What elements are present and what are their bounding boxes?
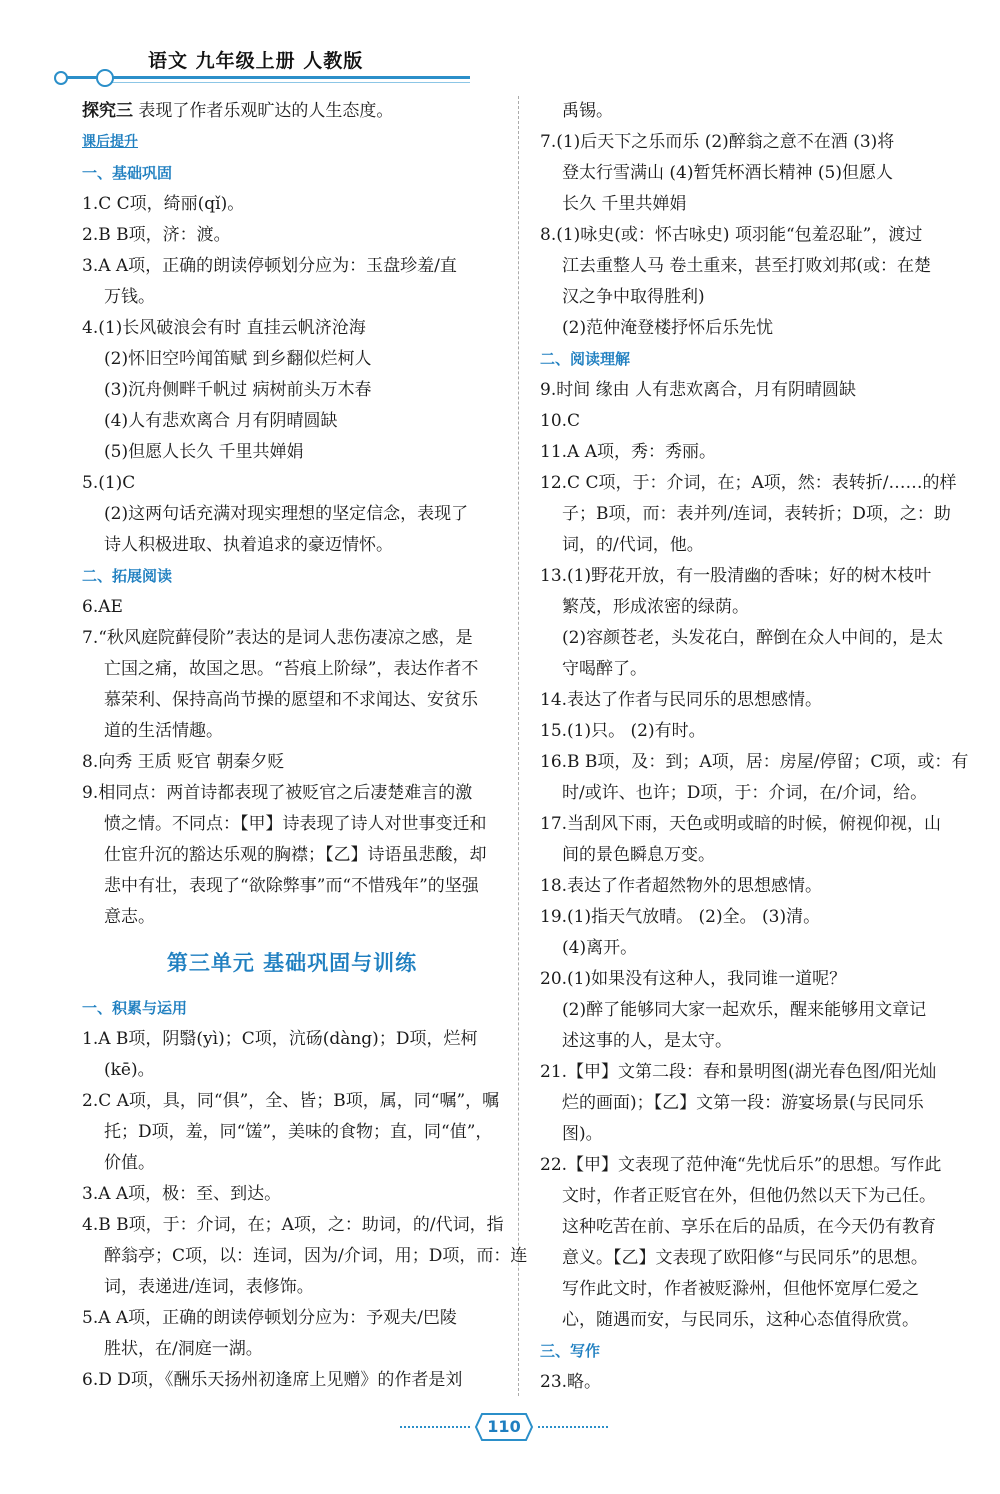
answer-line: 8.(1)咏史(或：怀古咏史) 项羽能“包羞忍耻”，渡过 — [540, 225, 923, 245]
answer-continuation: (2)怀旧空吟闻笛赋 到乡翻似烂柯人 — [104, 349, 372, 369]
circle-decoration — [96, 69, 114, 87]
page-number: 110 — [487, 1417, 521, 1436]
answer-continuation: 禹锡。 — [562, 101, 613, 121]
answer-line: 8.向秀 王质 贬官 朝秦夕贬 — [82, 752, 285, 772]
answer-continuation: (2)范仲淹登楼抒怀后乐先忧 — [562, 318, 774, 338]
header-rule — [60, 76, 470, 79]
answer-line: 18.表达了作者超然物外的思想感情。 — [540, 876, 823, 896]
answer-line: 6.D D项，《酬乐天扬州初逢席上见赠》的作者是刘 — [82, 1370, 463, 1390]
answer-line: 11.A A项，秀：秀丽。 — [540, 442, 716, 462]
answer-line: 3.A A项，正确的朗读停顿划分应为：玉盘珍羞/直 — [82, 256, 457, 276]
right-column — [540, 96, 969, 1398]
answer-line: 15.(1)只。 (2)有时。 — [540, 721, 706, 741]
answer-line: 4.B B项，于：介词，在；A项，之：助词，的/代词，指 — [82, 1215, 504, 1235]
answer-continuation: 词，表递进/连词，表修饰。 — [104, 1277, 314, 1297]
answer-line: 5.A A项，正确的朗读停顿划分应为：予观夫/巴陵 — [82, 1308, 457, 1328]
answer-continuation: 悲中有壮，表现了“欲除弊事”而“不惜残年”的坚强 — [104, 876, 479, 896]
answer-continuation: (3)沉舟侧畔千帆过 病树前头万木春 — [104, 380, 372, 400]
answer-text: 表现了作者乐观旷达的人生态度。 — [133, 101, 394, 121]
book-title: 语文 九年级上册 人教版 — [148, 50, 364, 72]
answer-continuation: 述这事的人，是太守。 — [562, 1031, 732, 1051]
answer-line: 2.C A项，具，同“俱”，全、皆；B项，属，同“嘱”，嘱 — [82, 1091, 500, 1111]
answer-line: 7.“秋风庭院藓侵阶”表达的是词人悲伤凄凉之感，是 — [82, 628, 473, 648]
answer-continuation: 文时，作者正贬官在外，但他仍然以天下为己任。 — [562, 1186, 936, 1206]
answer-continuation: 间的景色瞬息万变。 — [562, 845, 715, 865]
unit-title: 第三单元 基础巩固与训练 — [166, 951, 418, 975]
page-header — [0, 0, 1000, 100]
answer-line: 4.(1)长风破浪会有时 直挂云帆济沧海 — [82, 318, 366, 338]
section-heading: 课后提升 — [82, 134, 138, 150]
answer-continuation: 子；B项，而：表并列/连词，表转折；D项，之：助 — [562, 504, 951, 524]
section-heading: 一、积累与运用 — [82, 999, 188, 1017]
answer-continuation: (5)但愿人长久 千里共婵娟 — [104, 442, 304, 462]
left-column — [82, 96, 528, 1396]
answer-continuation: 登太行雪满山 (4)暂凭杯酒长精神 (5)但愿人 — [562, 163, 893, 183]
answer-line: 5.(1)C — [82, 473, 136, 493]
answer-line: 12.C C项，于：介词，在；A项，然：表转折/……的样 — [540, 473, 957, 493]
answer-line: 7.(1)后天下之乐而乐 (2)醉翁之意不在酒 (3)将 — [540, 132, 895, 152]
answer-continuation: 诗人积极进取、执着追求的豪迈情怀。 — [104, 535, 393, 555]
answer-continuation: 守喝醉了。 — [562, 659, 647, 679]
answer-line: 3.A A项，极：至、到达。 — [82, 1184, 282, 1204]
answer-continuation: (4)人有悲欢离合 月有阴晴圆缺 — [104, 411, 338, 431]
dotted-rule-left — [400, 1426, 470, 1428]
answer-continuation: 道的生活情趣。 — [104, 721, 223, 741]
answer-line: 22.【甲】文表现了范仲淹“先忧后乐”的思想。写作此 — [540, 1155, 942, 1175]
answer-line: 21.【甲】文第二段：春和景明图(湖光春色图/阳光灿 — [540, 1062, 937, 1082]
circle-decoration — [54, 71, 68, 85]
answer-line: 1.C C项，绮丽(qǐ)。 — [82, 194, 245, 214]
answer-line: 2.B B项，济：渡。 — [82, 225, 231, 245]
header-rule-thin — [110, 82, 470, 83]
answer-line: 1.A B项，阴翳(yì)；C项，沆砀(dàng)；D项，烂柯 — [82, 1029, 478, 1049]
answer-continuation: 慕荣利、保持高尚节操的愿望和不求闻达、安贫乐 — [104, 690, 478, 710]
answer-continuation: 繁茂，形成浓密的绿荫。 — [562, 597, 749, 617]
answer-line: 20.(1)如果没有这种人，我同谁一道呢？ — [540, 969, 847, 989]
answer-line: 16.B B项，及：到；A项，居：房屋/停留；C项，或：有 — [540, 752, 969, 772]
answer-continuation: 长久 千里共婵娟 — [562, 194, 687, 214]
answer-continuation: (2)容颜苍老，头发花白，醉倒在众人中间的，是太 — [562, 628, 944, 648]
answer-continuation: 价值。 — [104, 1153, 155, 1173]
answer-continuation: 图)。 — [562, 1124, 603, 1144]
answer-continuation: 仕宦升沉的豁达乐观的胸襟；【乙】诗语虽悲酸，却 — [104, 845, 487, 865]
answer-line: 14.表达了作者与民同乐的思想感情。 — [540, 690, 823, 710]
answer-line: 23.略。 — [540, 1372, 602, 1392]
answer-continuation: 醉翁亭；C项，以：连词，因为/介词，用；D项，而：连 — [104, 1246, 528, 1266]
answer-continuation: 汉之争中取得胜利) — [562, 287, 705, 307]
answer-line: 10.C — [540, 411, 581, 431]
answer-continuation: (kē)。 — [104, 1060, 155, 1080]
answer-continuation: 万钱。 — [104, 287, 155, 307]
column-divider — [518, 96, 519, 1396]
answer-continuation: 意志。 — [104, 907, 155, 927]
answer-continuation: 意义。【乙】文表现了欧阳修“与民同乐”的思想。 — [562, 1248, 928, 1268]
section-heading: 三、写作 — [540, 1342, 601, 1360]
answer-line: 9.相同点：两首诗都表现了被贬官之后凄楚难言的激 — [82, 783, 473, 803]
answer-continuation: 愤之情。不同点：【甲】诗表现了诗人对世事变迁和 — [104, 814, 487, 834]
answer-line: 19.(1)指天气放晴。 (2)全。 (3)清。 — [540, 907, 821, 927]
answer-continuation: 词，的/代词，他。 — [562, 535, 704, 555]
answer-continuation: 亡国之痛，故国之思。“苔痕上阶绿”，表达作者不 — [104, 659, 479, 679]
answer-line: 9.时间 缘由 人有悲欢离合，月有阴晴圆缺 — [540, 380, 857, 400]
answer-continuation: 烂的画面)；【乙】文第一段：游宴场景(与民同乐 — [562, 1093, 924, 1113]
answer-continuation: 胜状，在/洞庭一湖。 — [104, 1339, 263, 1359]
page-footer — [0, 1404, 1000, 1464]
section-heading: 一、基础巩固 — [82, 164, 173, 182]
answer-continuation: 写作此文时，作者被贬滁州，但他怀宽厚仁爱之 — [562, 1279, 919, 1299]
section-heading: 二、拓展阅读 — [82, 567, 173, 585]
answer-continuation: (2)醉了能够同大家一起欢乐，醒来能够用文章记 — [562, 1000, 927, 1020]
answer-continuation: 这种吃苦在前、享乐在后的品质，在今天仍有教育 — [562, 1217, 936, 1237]
section-heading: 二、阅读理解 — [540, 350, 631, 368]
answer-line: 17.当刮风下雨，天色或明或暗的时候，俯视仰视，山 — [540, 814, 942, 834]
answer-continuation: 托；D项，羞，同“馐”，美味的食物；直，同“值”， — [104, 1122, 493, 1142]
answer-continuation: 江去重整人马 卷土重来，甚至打败刘邦(或：在楚 — [562, 256, 932, 276]
answer-continuation: 心，随遇而安，与民同乐，这种心态值得欣赏。 — [562, 1310, 919, 1330]
answer-line — [82, 96, 502, 127]
dotted-rule-right — [538, 1426, 608, 1428]
inquiry-label: 探究三 — [82, 101, 133, 121]
answer-continuation: 时/或许、也许；D项，于：介词，在/介词，给。 — [562, 783, 928, 803]
answer-line: 6.AE — [82, 597, 123, 617]
answer-continuation: (2)这两句话充满对现实理想的坚定信念，表现了 — [104, 504, 469, 524]
answer-continuation: (4)离开。 — [562, 938, 638, 958]
answer-line: 13.(1)野花开放，有一股清幽的香味；好的树木枝叶 — [540, 566, 932, 586]
